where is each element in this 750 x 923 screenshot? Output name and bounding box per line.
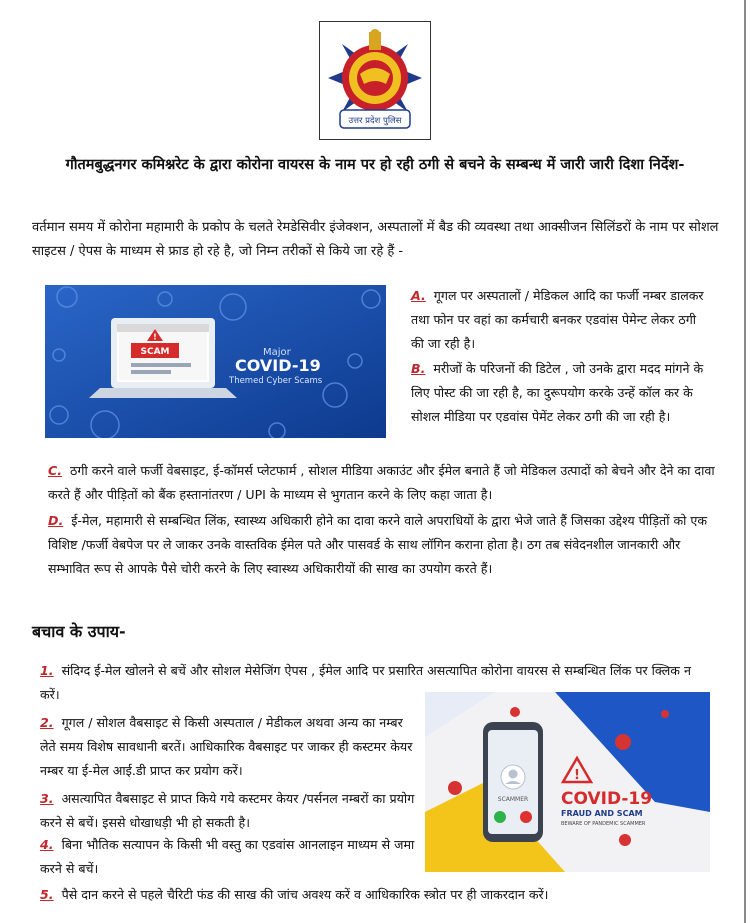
- scam-label: SCAM: [140, 347, 170, 357]
- list-item-b: [411, 357, 711, 429]
- list-item-text: असत्यापित वैबसाइट से प्राप्त किये गये कस्टमर केयर /पर्सनल नम्बरों का प्रयोग करने से बचें। इससे धोखाधड़ी भी हो सकती है।: [40, 791, 415, 830]
- list-item-text: मरीजों के परिजनों की डिटेल , जो उनके द्वारा मदद मांगने के लिए पोस्ट की जा रही है, का दुरूपयोग करके उन्हें कॉल कर के सोशल मीडिया पर एडवांस पेमेंट लेकर ठगी की जा रही है।: [411, 361, 704, 424]
- list-marker: 1.: [40, 663, 54, 678]
- list-marker: 4.: [40, 837, 54, 852]
- list-item-text: पैसे दान करने से पहले चैरिटी फंड की साख की जांच अवश्य करें व आधिकारिक स्त्रोत पर ही जाकरदान करें।: [61, 887, 549, 902]
- list-marker: C.: [48, 463, 63, 478]
- measure-item-2: [40, 711, 420, 783]
- list-item-text: संदिग्द ई-मेल खोलने से बचें और सोशल मेसेजिंग ऐपस , ईमेल आदि पर प्रसारित असत्यापित कोरोना वायरस से सम्बन्धित लिंक पर क्लिक न करें।: [40, 663, 691, 702]
- measure-item-5: [40, 883, 720, 907]
- banner2-line2: FRAUD AND SCAM: [561, 809, 643, 818]
- svg-text:!: !: [153, 332, 157, 342]
- covid-fraud-banner: [425, 692, 710, 872]
- intro-paragraph: वर्तमान समय में कोरोना महामारी के प्रकोप के चलते रेमडेसिवीर इंजेक्शन, अस्पतालों में बैड की व्यवस्था तथा आक्सीजन सिलिंडरों के नाम पर सोशल साइटस / ऐपस के माध्यम से फ्राड हो रहे है, जो निम्न तरीकों से किये जा रहे हैं -: [32, 220, 719, 259]
- page-title: गौतमबुद्धनगर कमिश्नरेट के द्वारा कोरोना वायरस के नाम पर हो रही ठगी से बचने के सम्बन्ध में जारी जारी दिशा निर्देश-: [65, 157, 685, 173]
- list-item-text: गूगल / सोशल वैबसाइट से किसी अस्पताल / मेडीकल अथवा अन्य का नम्बर लेते समय विशेष सावधानी बरतें। आधिकारिक वैबसाइट पर जाकर ही कस्टमर केयर नम्बर या ई-मेल आई.डी प्राप्त कर प्रयोग करें।: [40, 715, 413, 778]
- list-marker: 2.: [40, 715, 54, 730]
- measure-item-4: [40, 833, 420, 881]
- list-marker: 5.: [40, 887, 54, 902]
- measure-item-3: [40, 787, 420, 835]
- list-item-text: गूगल पर अस्पतालों / मेडिकल आदि का फर्जी नम्बर डालकर तथा फोन पर वहां का कर्मचारी बनकर एडवांस पेमेन्ट लेकर ठगी की जा रही है।: [411, 288, 704, 351]
- list-item-text: ई-मेल, महामारी से सम्बन्धित लिंक, स्वास्थ्य अधिकारी होने का दावा करने वाले अपराधियों के द्वारा भेजे जाते हैं जिसका उद्देश्य पीड़ितों को एक विशिष्ट /फर्जी वेबपेज पर ले जाकर उनके वास्तविक ईमेल पते और पासवर्ड के साथ लॉगिन कराना होता है। ठग तब संवेदनशील जानकारी और सम्भावित रूप से आपके पैसे चोरी करने के लिए स्वास्थ्य अधिकारीयों की साख का उपयोग करते हैं।: [48, 513, 708, 576]
- page-edge-divider: [744, 0, 746, 923]
- logo-text: उत्तर प्रदेश पुलिस: [348, 116, 402, 126]
- banner2-line3: BEWARE OF PANDEMIC SCAMMER: [561, 821, 646, 827]
- banner1-major: Major: [263, 347, 291, 358]
- list-marker: A.: [411, 288, 426, 303]
- banner1-sub: Themed Cyber Scams: [229, 376, 323, 386]
- phone-label: SCAMMER: [497, 796, 529, 803]
- banner1-covid: COVID-19: [235, 356, 321, 375]
- list-marker: B.: [411, 361, 426, 376]
- up-police-logo: [319, 21, 431, 140]
- covid-cyber-scam-banner: [45, 285, 386, 438]
- svg-text:!: !: [574, 768, 580, 783]
- prevention-heading: बचाव के उपाय-: [32, 622, 126, 641]
- list-marker: 3.: [40, 791, 54, 806]
- list-item-text: बिना भौतिक सत्यापन के किसी भी वस्तु का एडवांस आनलाइन माध्यम से जमा करने से बचें।: [40, 837, 415, 876]
- police-emblem-icon: [320, 22, 430, 139]
- list-item-c: [48, 459, 718, 507]
- list-item-a: [411, 284, 711, 356]
- list-item-text: ठगी करने वाले फर्जी वेबसाइट, ई-कॉमर्स प्लेटफार्म , सोशल मीडिया अकाउंट और ईमेल बनाते हैं जो मेडिकल उत्पादों को बेचने और देने का दावा करते हैं और पीड़ितों को बैंक हस्तानांतरण / UPI के माध्यम से भुगतान करने के लिए कहा जाता है।: [48, 463, 715, 502]
- banner2-covid: COVID-19: [561, 789, 653, 809]
- list-marker: D.: [48, 513, 64, 528]
- list-item-d: [48, 509, 718, 581]
